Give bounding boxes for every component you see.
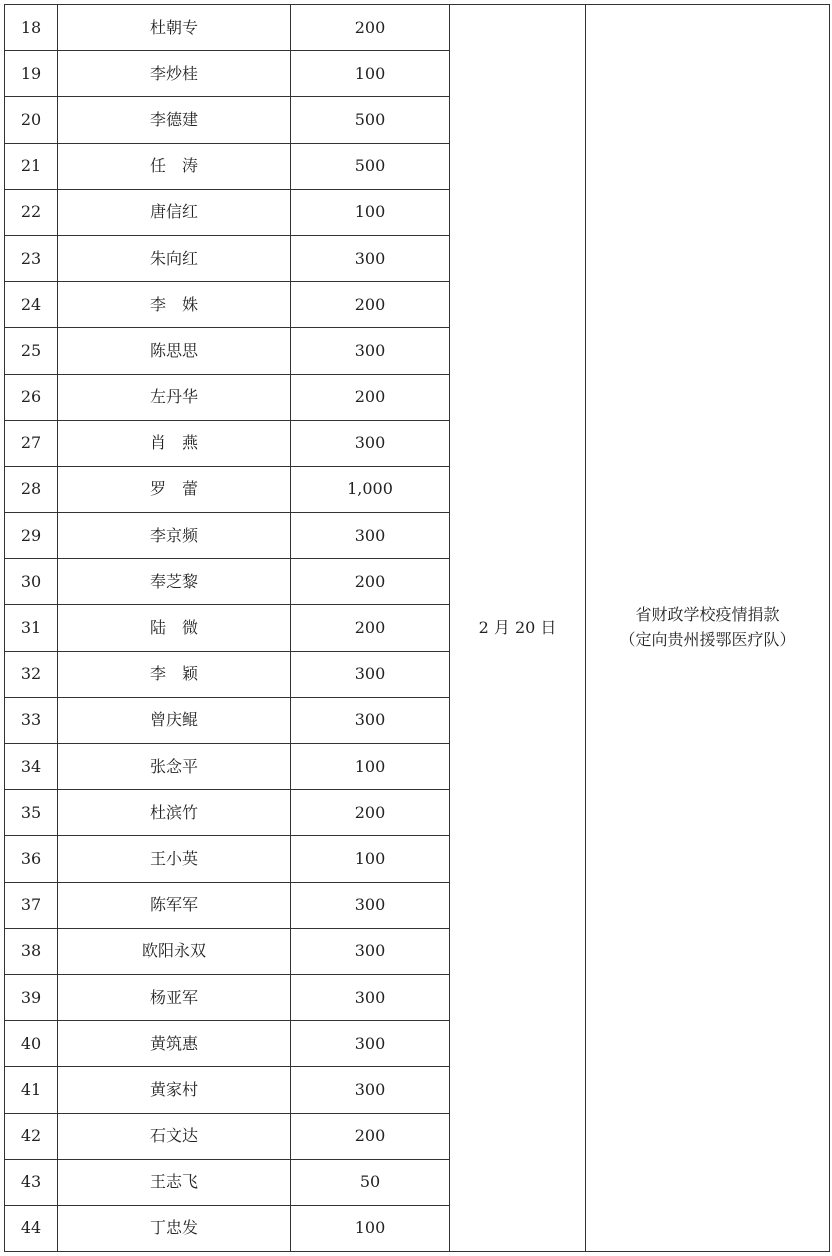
serial-number-cell: 41	[5, 1067, 58, 1113]
donation-amount-cell: 300	[291, 1067, 450, 1113]
serial-number-cell: 37	[5, 882, 58, 928]
donor-name-cell: 黄筑惠	[58, 1021, 291, 1067]
serial-number-cell: 31	[5, 605, 58, 651]
donation-amount-cell: 300	[291, 928, 450, 974]
donation-amount-cell: 300	[291, 974, 450, 1020]
donor-name-cell: 杨亚军	[58, 974, 291, 1020]
donor-name-cell: 陈军军	[58, 882, 291, 928]
serial-number-cell: 39	[5, 974, 58, 1020]
donor-name-cell: 李京频	[58, 513, 291, 559]
serial-number-cell: 18	[5, 5, 58, 51]
serial-number-cell: 29	[5, 513, 58, 559]
donor-name-cell: 任 涛	[58, 143, 291, 189]
donation-amount-cell: 100	[291, 51, 450, 97]
serial-number-cell: 25	[5, 328, 58, 374]
donor-name-cell: 丁忠发	[58, 1205, 291, 1251]
donor-name-cell: 李 姝	[58, 282, 291, 328]
donation-amount-cell: 300	[291, 1021, 450, 1067]
serial-number-cell: 26	[5, 374, 58, 420]
donation-amount-cell: 300	[291, 235, 450, 281]
serial-number-cell: 40	[5, 1021, 58, 1067]
donor-name-cell: 张念平	[58, 744, 291, 790]
donation-amount-cell: 200	[291, 5, 450, 51]
donor-name-cell: 王小英	[58, 836, 291, 882]
note-line-purpose: 省财政学校疫情捐款	[635, 605, 780, 625]
donation-amount-cell: 300	[291, 328, 450, 374]
donation-amount-cell: 300	[291, 651, 450, 697]
donor-name-cell: 李德建	[58, 97, 291, 143]
donor-name-cell: 奉芝黎	[58, 559, 291, 605]
donor-name-cell: 杜朝专	[58, 5, 291, 51]
donation-amount-cell: 300	[291, 882, 450, 928]
serial-number-cell: 44	[5, 1205, 58, 1251]
donor-name-cell: 李 颖	[58, 651, 291, 697]
serial-number-cell: 32	[5, 651, 58, 697]
donation-amount-cell: 100	[291, 1205, 450, 1251]
serial-number-cell: 19	[5, 51, 58, 97]
donor-name-cell: 唐信红	[58, 189, 291, 235]
donor-name-cell: 欧阳永双	[58, 928, 291, 974]
donation-amount-cell: 200	[291, 282, 450, 328]
donor-name-cell: 李炒桂	[58, 51, 291, 97]
serial-number-cell: 27	[5, 420, 58, 466]
serial-number-cell: 36	[5, 836, 58, 882]
serial-number-cell: 42	[5, 1113, 58, 1159]
donation-amount-cell: 100	[291, 836, 450, 882]
serial-number-cell: 33	[5, 697, 58, 743]
serial-number-cell: 35	[5, 790, 58, 836]
donor-name-cell: 左丹华	[58, 374, 291, 420]
donation-amount-cell: 200	[291, 374, 450, 420]
donor-name-cell: 肖 燕	[58, 420, 291, 466]
donor-name-cell: 陆 微	[58, 605, 291, 651]
serial-number-cell: 20	[5, 97, 58, 143]
donation-amount-cell: 1,000	[291, 466, 450, 512]
serial-number-cell: 24	[5, 282, 58, 328]
serial-number-cell: 21	[5, 143, 58, 189]
table-row	[5, 5, 830, 51]
donation-table	[4, 4, 830, 1252]
donation-amount-cell: 200	[291, 605, 450, 651]
serial-number-cell: 28	[5, 466, 58, 512]
donor-name-cell: 陈思思	[58, 328, 291, 374]
serial-number-cell: 30	[5, 559, 58, 605]
note-line-recipient: （定向贵州援鄂医疗队）	[619, 630, 796, 650]
donor-name-cell: 曾庆鲲	[58, 697, 291, 743]
donation-amount-cell: 100	[291, 744, 450, 790]
donation-amount-cell: 200	[291, 790, 450, 836]
serial-number-cell: 43	[5, 1159, 58, 1205]
donation-amount-cell: 500	[291, 143, 450, 189]
donor-name-cell: 黄家村	[58, 1067, 291, 1113]
serial-number-cell: 34	[5, 744, 58, 790]
donation-amount-cell: 50	[291, 1159, 450, 1205]
donor-name-cell: 石文达	[58, 1113, 291, 1159]
donation-amount-cell: 300	[291, 420, 450, 466]
donation-note-cell	[586, 5, 830, 1252]
donor-name-cell: 罗 蕾	[58, 466, 291, 512]
donation-amount-cell: 200	[291, 1113, 450, 1159]
donor-name-cell: 王志飞	[58, 1159, 291, 1205]
donor-name-cell: 朱向红	[58, 235, 291, 281]
donor-name-cell: 杜滨竹	[58, 790, 291, 836]
serial-number-cell: 22	[5, 189, 58, 235]
donation-amount-cell: 100	[291, 189, 450, 235]
donation-amount-cell: 300	[291, 513, 450, 559]
donation-amount-cell: 500	[291, 97, 450, 143]
donation-date-cell: 2 月 20 日	[450, 5, 586, 1252]
serial-number-cell: 38	[5, 928, 58, 974]
donation-amount-cell: 300	[291, 697, 450, 743]
donation-table-body	[5, 5, 830, 1252]
donation-amount-cell: 200	[291, 559, 450, 605]
serial-number-cell: 23	[5, 235, 58, 281]
